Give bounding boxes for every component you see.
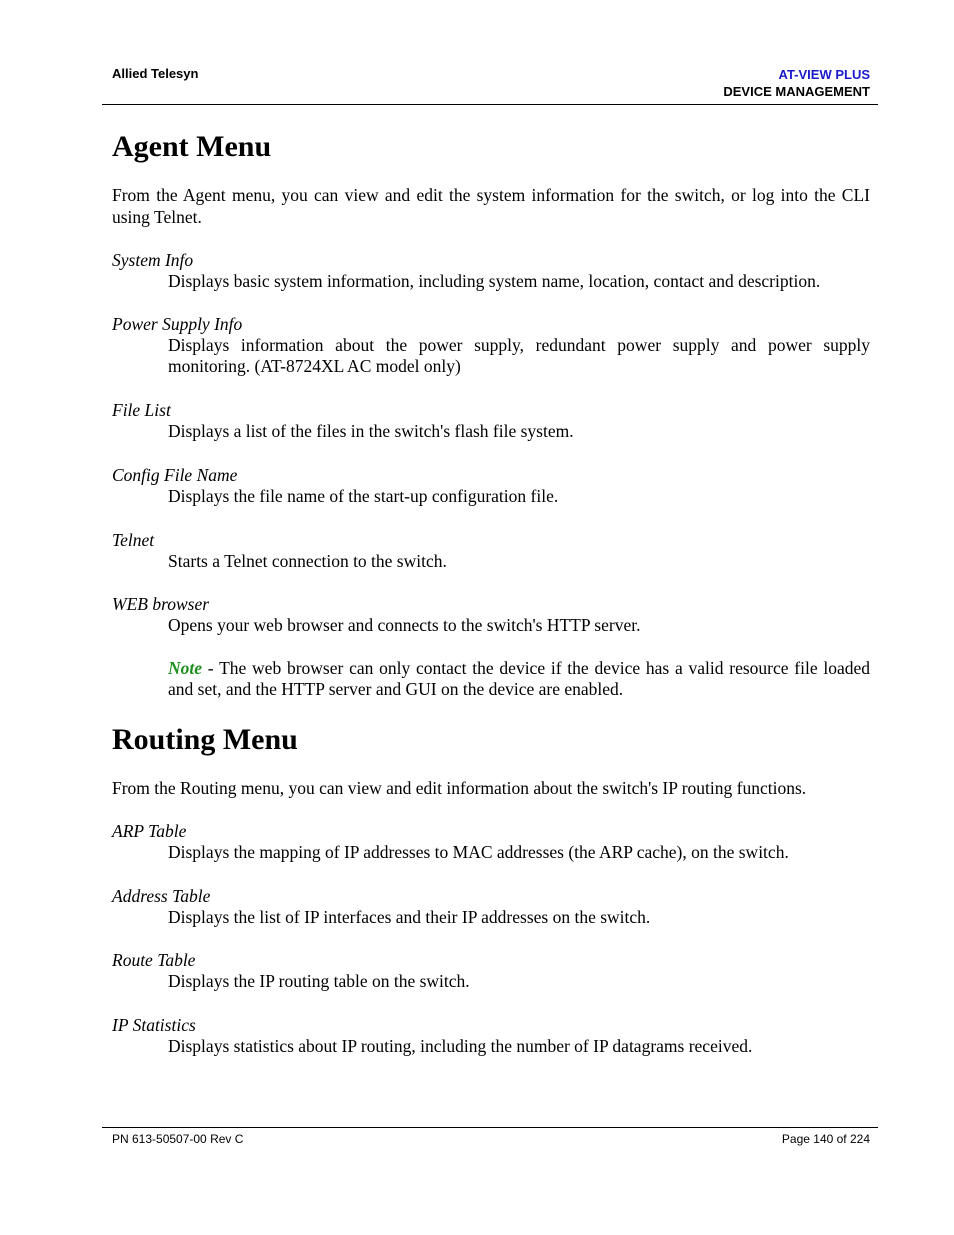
routing-item-address-table <box>112 886 870 928</box>
note-paragraph <box>168 658 870 700</box>
footer-rule <box>102 1127 878 1128</box>
agent-menu-intro: From the Agent menu, you can view and edit the system information for the switch, or log into the CLI using Telnet. <box>112 185 870 227</box>
item-term: Config File Name <box>112 465 238 485</box>
agent-item-file-list <box>112 400 870 442</box>
item-term: ARP Table <box>112 821 187 841</box>
item-desc: Displays the file name of the start-up configuration file. <box>168 486 559 506</box>
item-desc: Opens your web browser and connects to the switch's HTTP server. <box>168 615 641 635</box>
item-term: WEB browser <box>112 594 210 614</box>
footer-page-number: Page 140 of 224 <box>781 1132 870 1146</box>
item-term: Address Table <box>112 886 211 906</box>
agent-item-config-file-name <box>112 465 870 507</box>
header-right <box>723 66 870 100</box>
note-label: Note <box>168 658 203 678</box>
item-term: IP Statistics <box>112 1015 196 1035</box>
routing-item-route-table <box>112 950 870 992</box>
item-term: System Info <box>112 250 194 270</box>
item-desc: Displays the list of IP interfaces and their IP addresses on the switch. <box>168 907 651 927</box>
agent-item-telnet <box>112 530 870 572</box>
agent-item-web-browser <box>112 594 870 636</box>
web-browser-note <box>112 658 870 700</box>
agent-menu-heading: Agent Menu <box>112 130 272 163</box>
item-desc: Displays the IP routing table on the switch. <box>168 971 470 991</box>
header-rule <box>102 104 878 105</box>
header-section: DEVICE MANAGEMENT <box>723 84 870 99</box>
item-term: Telnet <box>112 530 155 550</box>
note-text: - The web browser can only contact the device if the device has a valid resource file loaded and set, and the HTTP server and GUI on the device are enabled. <box>168 658 870 699</box>
item-term: Route Table <box>112 950 196 970</box>
item-desc: Displays statistics about IP routing, including the number of IP datagrams received. <box>168 1036 753 1056</box>
item-desc: Displays a list of the files in the switch's flash file system. <box>168 421 574 441</box>
agent-item-power-supply-info <box>112 314 870 377</box>
item-desc: Displays basic system information, including system name, location, contact and description. <box>168 271 821 291</box>
footer-part-number: PN 613-50507-00 Rev C <box>112 1132 244 1146</box>
item-term: File List <box>112 400 171 420</box>
item-desc: Displays the mapping of IP addresses to MAC addresses (the ARP cache), on the switch. <box>168 842 789 862</box>
agent-item-system-info <box>112 250 870 292</box>
header-company: Allied Telesyn <box>112 66 199 81</box>
routing-item-ip-statistics <box>112 1015 870 1057</box>
item-desc: Displays information about the power supply, redundant power supply and power supply monitoring. (AT-8724XL AC model only) <box>168 335 870 376</box>
routing-menu-intro: From the Routing menu, you can view and edit information about the switch's IP routing functions. <box>112 778 807 798</box>
routing-item-arp-table <box>112 821 870 863</box>
item-desc: Starts a Telnet connection to the switch. <box>168 551 447 571</box>
item-term: Power Supply Info <box>112 314 243 334</box>
header-product: AT-VIEW PLUS <box>778 67 870 82</box>
routing-menu-heading: Routing Menu <box>112 723 298 756</box>
